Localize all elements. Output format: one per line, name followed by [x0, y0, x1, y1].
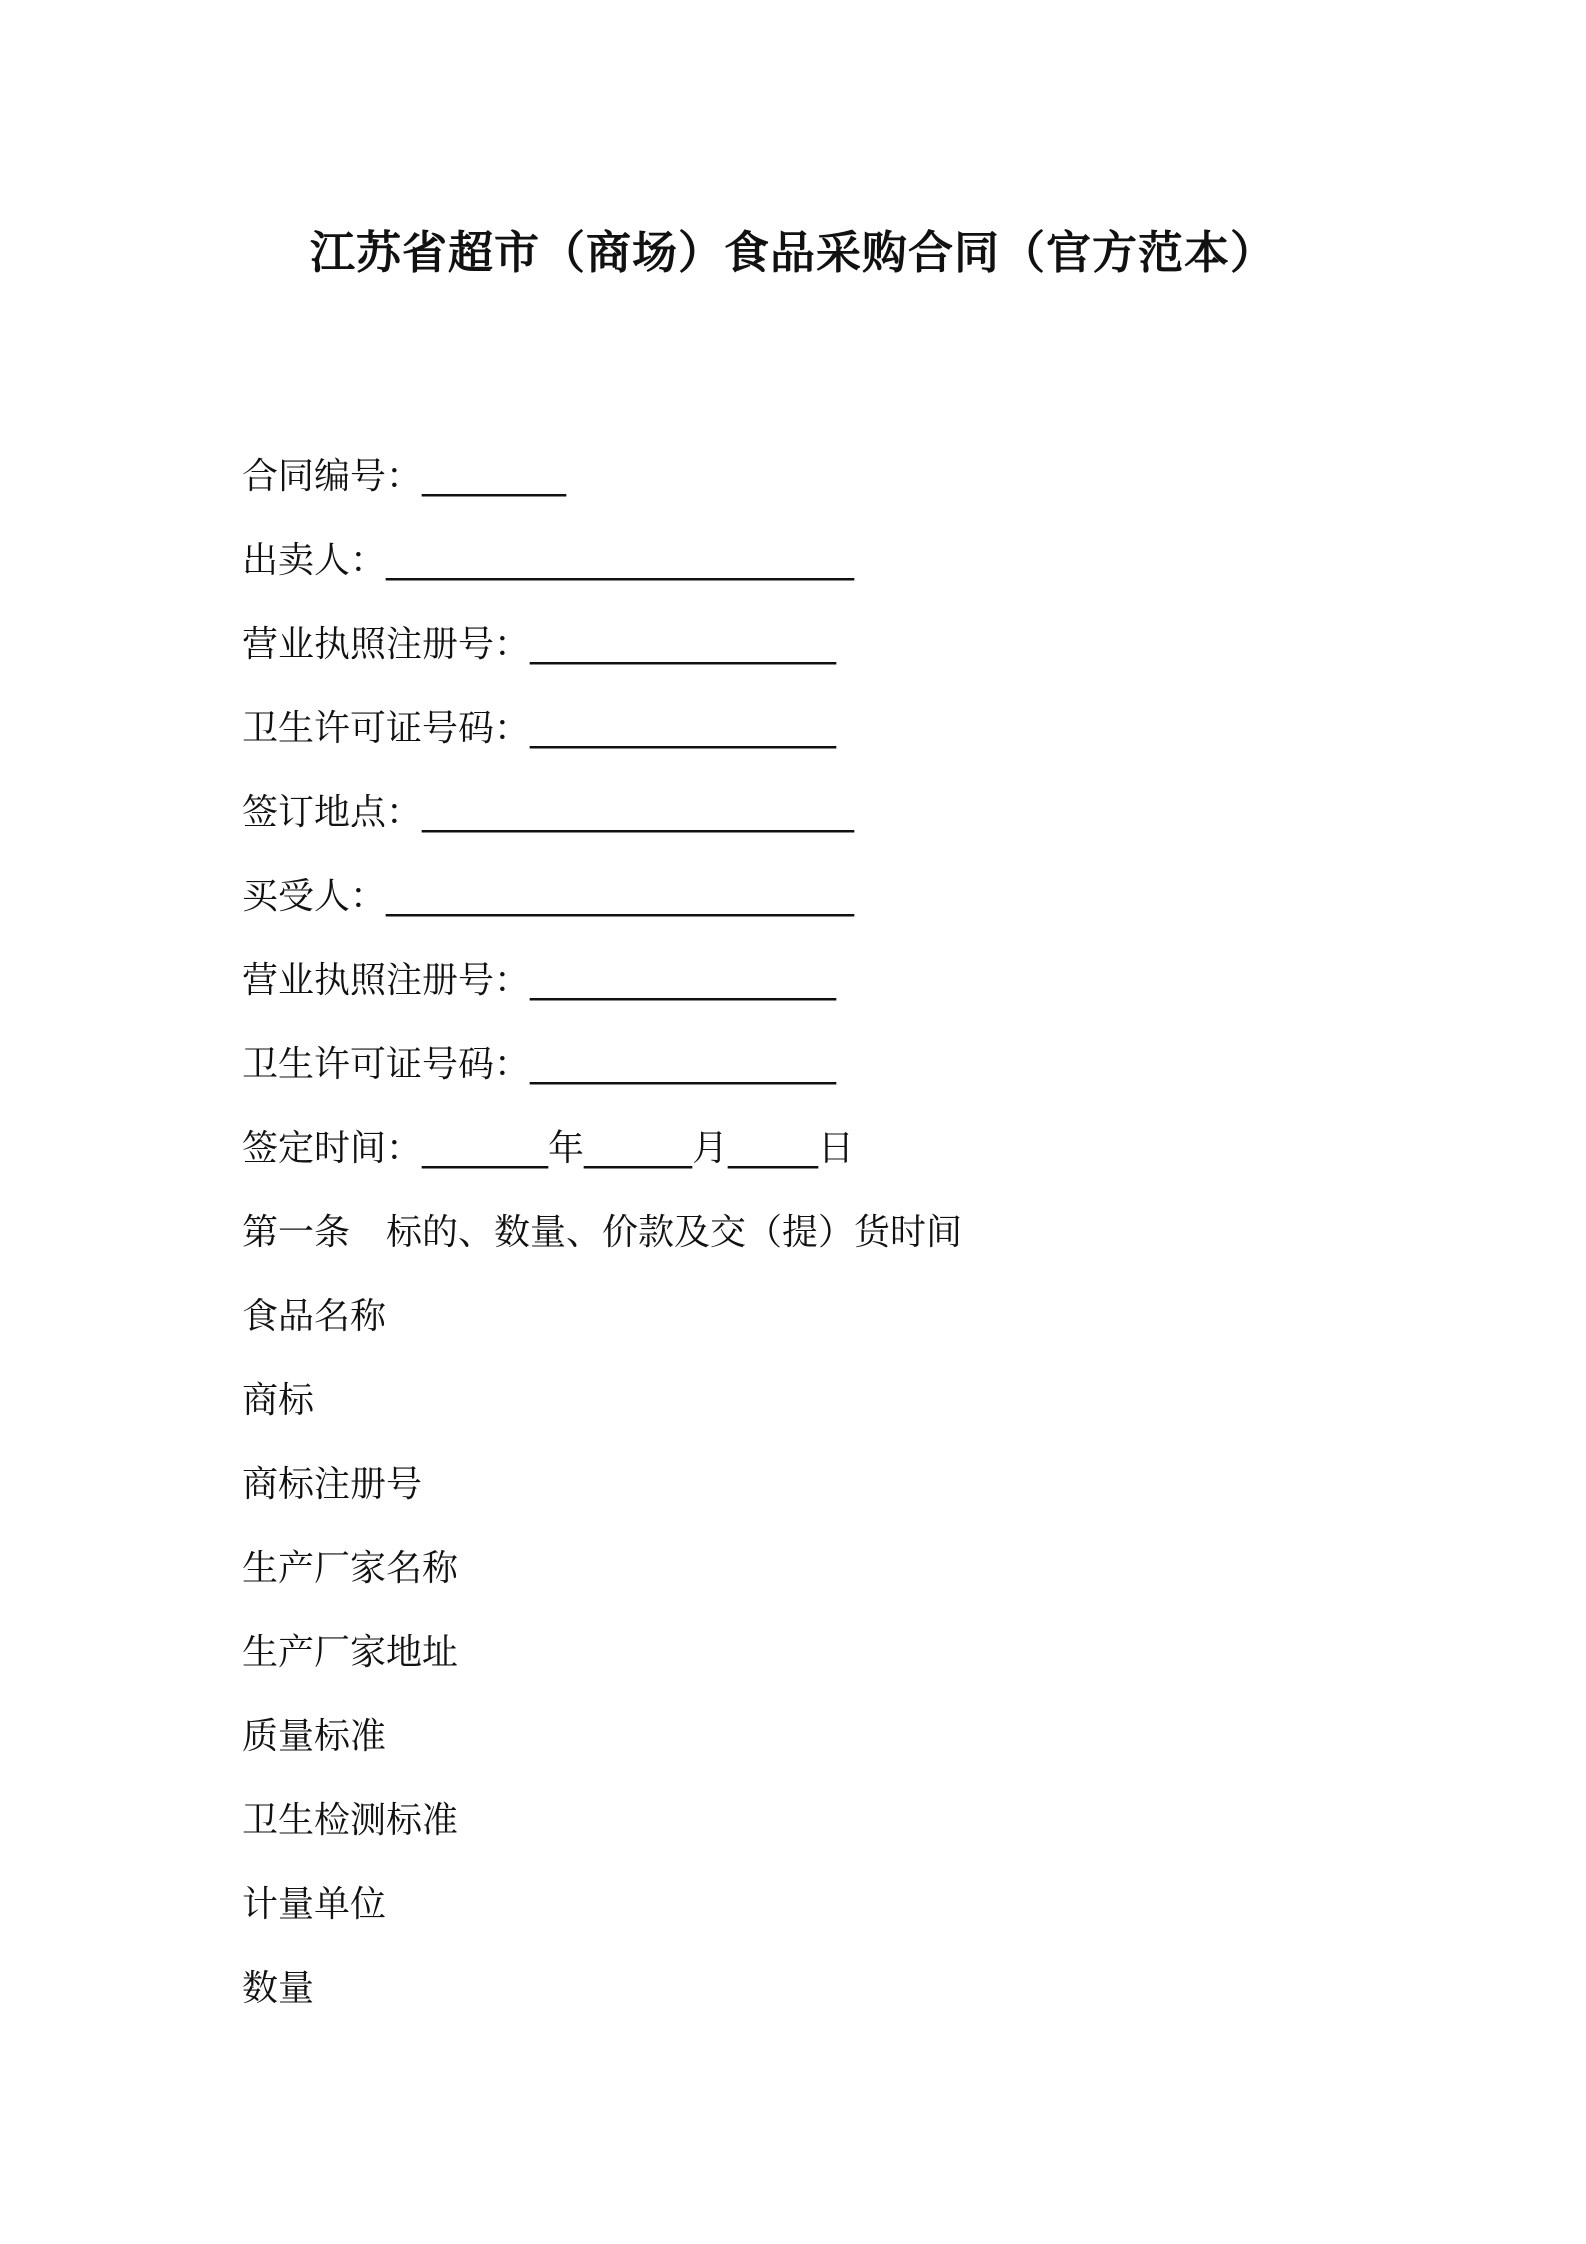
trademark-line: 商标	[242, 1380, 315, 1421]
seller-business-license-line: 营业执照注册号：_________________	[242, 624, 837, 665]
signing-date-line: 签定时间：_______年______月_____日	[242, 1128, 855, 1169]
document-title: 江苏省超市（商场）食品采购合同（官方范本）	[309, 226, 1276, 279]
quality-standard-line: 质量标准	[242, 1716, 387, 1757]
unit-of-measure-line: 计量单位	[242, 1884, 387, 1925]
manufacturer-name-line: 生产厂家名称	[242, 1548, 459, 1589]
seller-health-permit-line: 卫生许可证号码：_________________	[242, 708, 837, 749]
contract-fields	[242, 450, 1442, 2046]
buyer-line: 买受人：__________________________	[242, 876, 855, 917]
article-one-heading: 第一条 标的、数量、价款及交（提）货时间	[242, 1212, 963, 1253]
quantity-line: 数量	[242, 1968, 315, 2009]
trademark-registration-line: 商标注册号	[242, 1464, 423, 1505]
buyer-health-permit-line: 卫生许可证号码：_________________	[242, 1044, 837, 1085]
contract-number-line: 合同编号：________	[242, 456, 567, 497]
signing-place-line: 签订地点：________________________	[242, 792, 855, 833]
manufacturer-address-line: 生产厂家地址	[242, 1632, 459, 1673]
food-name-line: 食品名称	[242, 1296, 387, 1337]
hygiene-standard-line: 卫生检测标准	[242, 1800, 459, 1841]
seller-line: 出卖人：__________________________	[242, 540, 855, 581]
buyer-business-license-line: 营业执照注册号：_________________	[242, 960, 837, 1001]
